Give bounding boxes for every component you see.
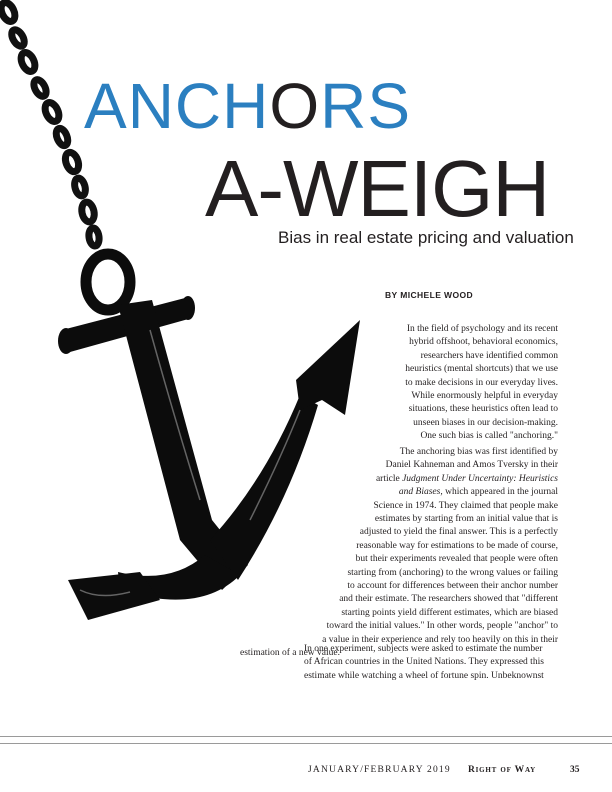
text-line	[240, 486, 558, 499]
body-paragraph-3	[304, 643, 562, 683]
text-line: starting points yield different estimates, which are biased	[341, 607, 558, 618]
page-number: 35	[570, 765, 580, 775]
article-subtitle: Bias in real estate pricing and valuation	[278, 228, 574, 247]
text-line: heuristics (mental shortcuts) that we use	[405, 364, 558, 375]
body-paragraph-2	[240, 446, 558, 661]
footer-issue-date: JANUARY/FEBRUARY 2019	[308, 765, 451, 775]
text-line: to account for differences between their anchor number	[347, 581, 558, 592]
footer-magazine-name: Right of Way	[468, 765, 537, 775]
text-line	[240, 473, 558, 486]
headline-part-3: RS	[320, 70, 412, 142]
text-line: but their experiments revealed that people were often	[355, 554, 558, 565]
text-line: unseen biases in our decision-making.	[413, 417, 558, 428]
text-line: While enormously helpful in everyday	[411, 391, 558, 402]
text-line: to make decisions in our everyday lives.	[405, 377, 558, 388]
text-line: The anchoring bias was first identified by	[399, 447, 558, 457]
text-run: article	[375, 473, 403, 484]
text-line: starting from (anchoring) to the wrong values or failing	[347, 567, 558, 578]
text-line: hybrid offshoot, behavioral economics,	[409, 337, 558, 348]
text-run: which appeared in the journal	[442, 487, 558, 498]
text-line: In the field of psychology and its recent	[406, 324, 558, 334]
byline: BY MICHELE WOOD	[385, 290, 474, 300]
footer-rule-top	[0, 736, 612, 737]
text-line: One such bias is called "anchoring."	[420, 431, 558, 442]
journal-title-italic: Judgment Under Uncertainty: Heuristics	[402, 473, 558, 484]
text-line: adjusted to yield the final answer. This is a perfectly	[359, 527, 558, 538]
headline-part-2: O	[269, 70, 321, 142]
footer-rule-bottom	[0, 743, 612, 744]
text-line: researchers have identified common	[420, 350, 558, 361]
text-line: In one experiment, subjects were asked to estimate the number	[304, 644, 543, 654]
text-line: Daniel Kahneman and Amos Tversky in their	[385, 460, 558, 471]
headline-line-2: A-WEIGH	[205, 144, 550, 233]
text-line: estimation of a new value.	[240, 648, 340, 659]
text-line: Science in 1974. They claimed that people make	[373, 500, 558, 511]
text-line: a value in their experience and rely too heavily on this in their	[322, 634, 558, 645]
text-line: and their estimate. The researchers showed that "different	[339, 594, 558, 605]
text-line: toward the initial values." In other words, people "anchor" to	[326, 621, 558, 632]
journal-title-italic: and Biases,	[398, 487, 443, 498]
intro-paragraph	[350, 323, 558, 444]
text-line: of African countries in the United Nations. They expressed this	[304, 657, 544, 668]
headline-line-1	[84, 70, 412, 142]
text-line: estimates by starting from an initial value that is	[374, 514, 558, 525]
text-line: estimate while watching a wheel of fortune spin. Unbeknownst	[304, 670, 544, 681]
text-line: reasonable way for estimations to be made of course,	[356, 540, 558, 551]
text-line: situations, these heuristics often lead to	[408, 404, 558, 415]
headline-part-1: ANCH	[84, 70, 270, 142]
